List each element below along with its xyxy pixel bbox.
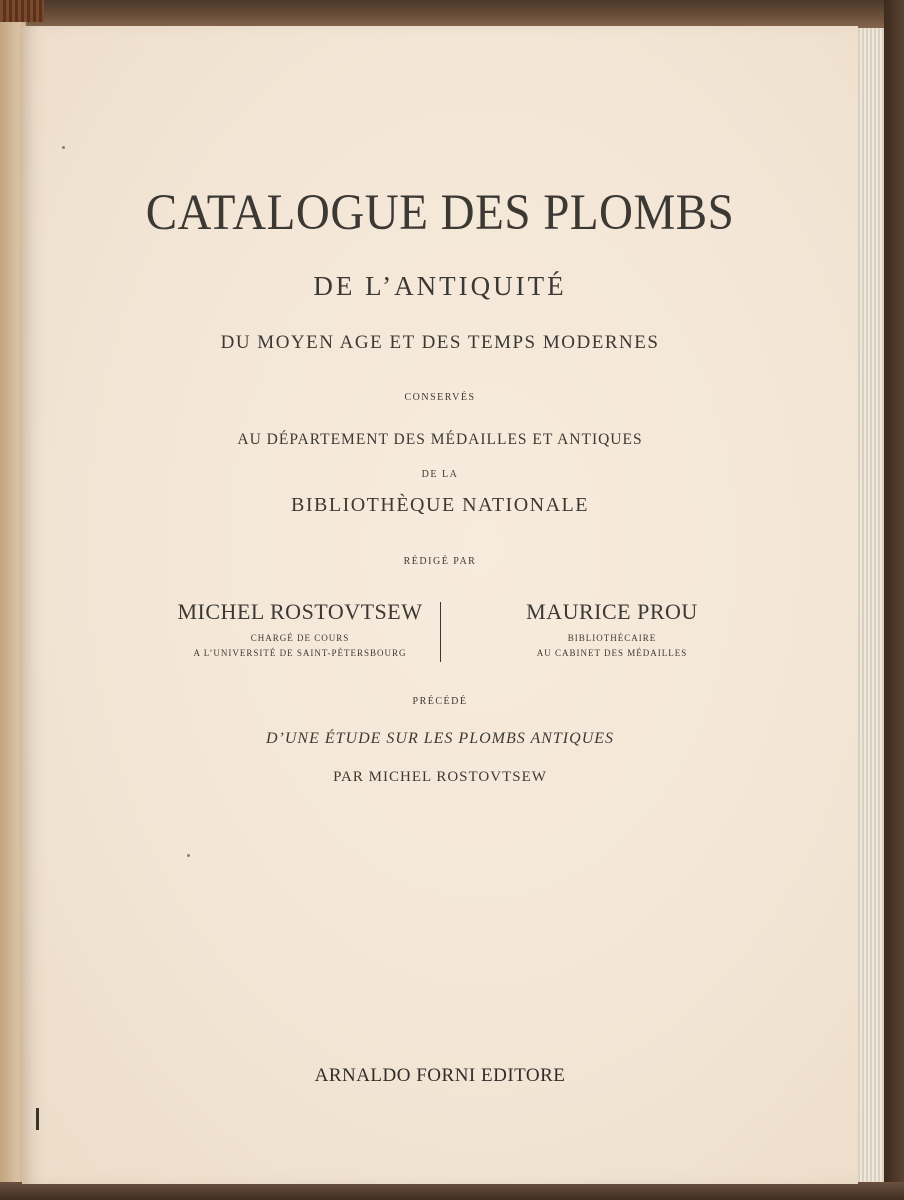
author-block-prou <box>474 599 750 661</box>
library-name: BIBLIOTHÈQUE NATIONALE <box>291 494 589 516</box>
book-title: CATALOGUE DES PLOMBS <box>145 184 735 242</box>
conserves-label: CONSERVÉS <box>404 392 476 403</box>
author-role <box>152 631 448 661</box>
de-la-label: DE LA <box>421 469 459 480</box>
redige-par-label: RÉDIGÉ PAR <box>403 556 477 567</box>
study-author: PAR MICHEL ROSTOVTSEW <box>333 769 547 785</box>
author-role-line: BIBLIOTHÉCAIRE <box>567 633 657 643</box>
book-cover-bottom-edge <box>0 1182 904 1200</box>
book-cover-right-edge <box>884 0 904 1200</box>
author-role-line: AU CABINET DES MÉDAILLES <box>536 648 688 658</box>
study-title: D’UNE ÉTUDE SUR LES PLOMBS ANTIQUES <box>265 730 615 747</box>
author-block-rostovtsew <box>152 599 448 661</box>
department-name: AU DÉPARTEMENT DES MÉDAILLES ET ANTIQUES <box>237 431 643 448</box>
author-name: MAURICE PROU <box>526 599 698 624</box>
author-role-line: A L’UNIVERSITÉ DE SAINT-PÉTERSBOURG <box>193 648 407 658</box>
gutter-mark <box>36 1108 39 1130</box>
spine-cloth-binding <box>0 0 44 22</box>
book-subtitle-periods: DU MOYEN AGE ET DES TEMPS MODERNES <box>220 332 660 353</box>
paper-speck <box>187 854 190 857</box>
author-role <box>474 631 750 661</box>
paper-speck <box>62 146 65 149</box>
precede-label: PRÉCÉDÉ <box>412 696 468 707</box>
page-block-edge <box>856 28 886 1184</box>
publisher-name: ARNALDO FORNI EDITORE <box>314 1065 566 1086</box>
author-role-line: CHARGÉ DE COURS <box>250 633 350 643</box>
title-page <box>22 26 858 1184</box>
author-divider <box>440 602 441 662</box>
author-name: MICHEL ROSTOVTSEW <box>177 599 423 624</box>
book-subtitle: DE L’ANTIQUITÉ <box>313 271 567 301</box>
